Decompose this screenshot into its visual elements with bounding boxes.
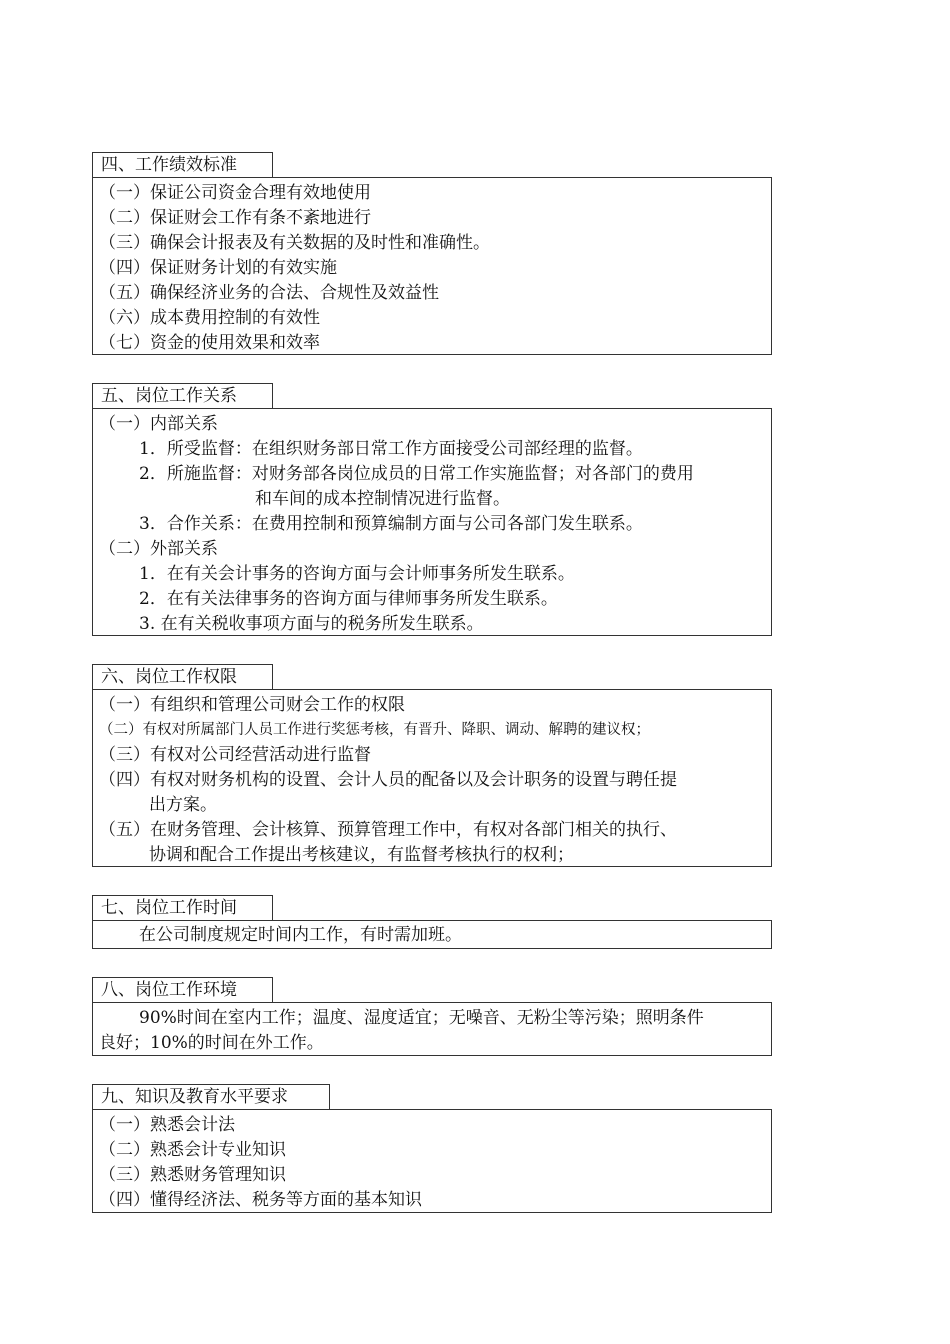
list-item: 协调和配合工作提出考核建议，有监督考核执行的权利；	[149, 845, 574, 865]
paragraph-line: 90%时间在室内工作；温度、湿度适宜；无噪音、无粉尘等污染；照明条件	[139, 1008, 704, 1028]
list-item: （一）保证公司资金合理有效地使用	[99, 183, 371, 203]
section-content-box	[92, 177, 772, 355]
list-item: （二）有权对所属部门人员工作进行奖惩考核，有晋升、降职、调动、解聘的建议权；	[99, 722, 650, 738]
section-title: 七、岗位工作时间	[92, 895, 273, 920]
list-item: 出方案。	[149, 795, 217, 815]
section-title: 五、岗位工作关系	[92, 383, 273, 408]
list-item: （三）确保会计报表及有关数据的及时性和准确性。	[99, 233, 490, 253]
section-content-box	[92, 408, 772, 636]
list-item: （五）确保经济业务的合法、合规性及效益性	[99, 283, 439, 303]
paragraph-line: 在公司制度规定时间内工作，有时需加班。	[139, 925, 462, 945]
list-item: 和车间的成本控制情况进行监督。	[255, 489, 510, 509]
list-item: （五）在财务管理、会计核算、预算管理工作中，有权对各部门相关的执行、	[99, 820, 677, 840]
section-title: 六、岗位工作权限	[92, 664, 273, 689]
section-content-box	[92, 689, 772, 867]
list-item: 1．在有关会计事务的咨询方面与会计师事务所发生联系。	[139, 564, 575, 584]
list-item: （三）有权对公司经营活动进行监督	[99, 745, 371, 765]
list-item: 2．在有关法律事务的咨询方面与律师事务所发生联系。	[139, 589, 558, 609]
section-content-box	[92, 1002, 772, 1056]
list-item: （二）外部关系	[99, 539, 218, 559]
section-content-box	[92, 920, 772, 949]
list-item: （七）资金的使用效果和效率	[99, 333, 320, 353]
list-item: 3．合作关系：在费用控制和预算编制方面与公司各部门发生联系。	[139, 514, 643, 534]
paragraph-line: 良好；10%的时间在外工作。	[99, 1033, 324, 1053]
section-title: 四、工作绩效标准	[92, 152, 273, 177]
list-item: （二）熟悉会计专业知识	[99, 1140, 286, 1160]
list-item: （四）懂得经济法、税务等方面的基本知识	[99, 1190, 422, 1210]
list-item: （一）熟悉会计法	[99, 1115, 235, 1135]
list-item: 3. 在有关税收事项方面与的税务所发生联系。	[139, 614, 484, 634]
list-item: （四）保证财务计划的有效实施	[99, 258, 337, 278]
section-title: 八、岗位工作环境	[92, 977, 273, 1002]
list-item: 2．所施监督：对财务部各岗位成员的日常工作实施监督；对各部门的费用	[139, 464, 694, 484]
list-item: （四）有权对财务机构的设置、会计人员的配备以及会计职务的设置与聘任提	[99, 770, 677, 790]
list-item: （六）成本费用控制的有效性	[99, 308, 320, 328]
list-item: 1．所受监督：在组织财务部日常工作方面接受公司部经理的监督。	[139, 439, 643, 459]
section-content-box	[92, 1109, 772, 1213]
list-item: （二）保证财会工作有条不紊地进行	[99, 208, 371, 228]
list-item: （一）内部关系	[99, 414, 218, 434]
list-item: （三）熟悉财务管理知识	[99, 1165, 286, 1185]
list-item: （一）有组织和管理公司财会工作的权限	[99, 695, 405, 715]
section-title: 九、知识及教育水平要求	[92, 1084, 330, 1109]
